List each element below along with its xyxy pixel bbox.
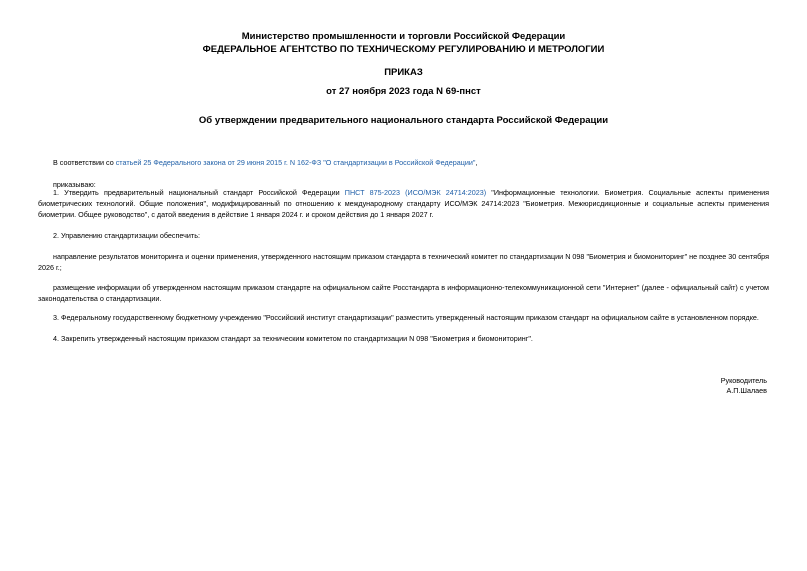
ministry-name: Министерство промышленности и торговли Российской Федерации	[241, 31, 566, 42]
agency-name: ФЕДЕРАЛЬНОЕ АГЕНТСТВО ПО ТЕХНИЧЕСКОМУ РЕГУЛИРОВАНИЮ И МЕТРОЛОГИИ	[202, 44, 605, 55]
intro-prefix: В соответствии со	[53, 158, 116, 167]
item-1-paragraph	[38, 187, 769, 220]
signature-role: Руководитель	[720, 376, 767, 385]
document-type: ПРИКАЗ	[384, 67, 423, 78]
standard-link[interactable]: ПНСТ 875-2023 (ИСО/МЭК 24714:2023)	[344, 188, 487, 197]
item-4-paragraph: 4. Закрепить утвержденный настоящим приказом стандарт за техническим комитетом по стандартизации N 098 "Биометрия и биомониторинг".	[53, 334, 533, 343]
document-subject: Об утверждении предварительного национального стандарта Российской Федерации	[198, 115, 609, 126]
document-date-number: от 27 ноября 2023 года N 69-пнст	[326, 86, 481, 97]
item-1-suffix: "Информационные технологии. Биометрия. Социальные аспекты применения биометрических технологий. Общие положения", модифицированный по отношению к международному стандарту ИСО/МЭК 24714:2023 "Биометрия. Межюрисдикционные и социальные аспекты применения биометрии. Общее руководство", с датой введения в действие 1 января 2024 г. и сроком действия до 1 января 2027 г.	[38, 188, 770, 219]
law-article-link[interactable]: статьей 25 Федерального закона от 29 июня 2015 г. N 162-ФЗ "О стандартизации в Российской Федерации"	[115, 158, 476, 167]
item-2-paragraph: 2. Управлению стандартизации обеспечить:	[53, 231, 200, 240]
signature-name: А.П.Шалаев	[726, 386, 767, 395]
item-3-paragraph: 3. Федеральному государственному бюджетному учреждению "Российский институт стандартизации" разместить утвержденный настоящим приказом стандарт на официальном сайте в установленном порядке.	[53, 313, 759, 322]
item-2a-paragraph: направление результатов мониторинга и оценки применения, утвержденного настоящим приказом стандарта в технический комитет по стандартизации N 098 "Биометрия и биомониторинг" не позднее 30 сентября 2026 г.;	[38, 252, 769, 272]
item-2b-paragraph: размещение информации об утвержденном настоящим приказом стандарте на официальном сайте Росстандарта в информационно-телекоммуникационной сети "Интернет" (далее - официальный сайт) с учетом законодательства о стандартизации.	[38, 283, 769, 303]
intro-paragraph	[38, 157, 769, 168]
intro-suffix: ,	[475, 158, 478, 167]
order-directive: приказываю:	[53, 180, 96, 189]
item-1-prefix: 1. Утвердить предварительный национальный стандарт Российской Федерации	[53, 188, 345, 197]
